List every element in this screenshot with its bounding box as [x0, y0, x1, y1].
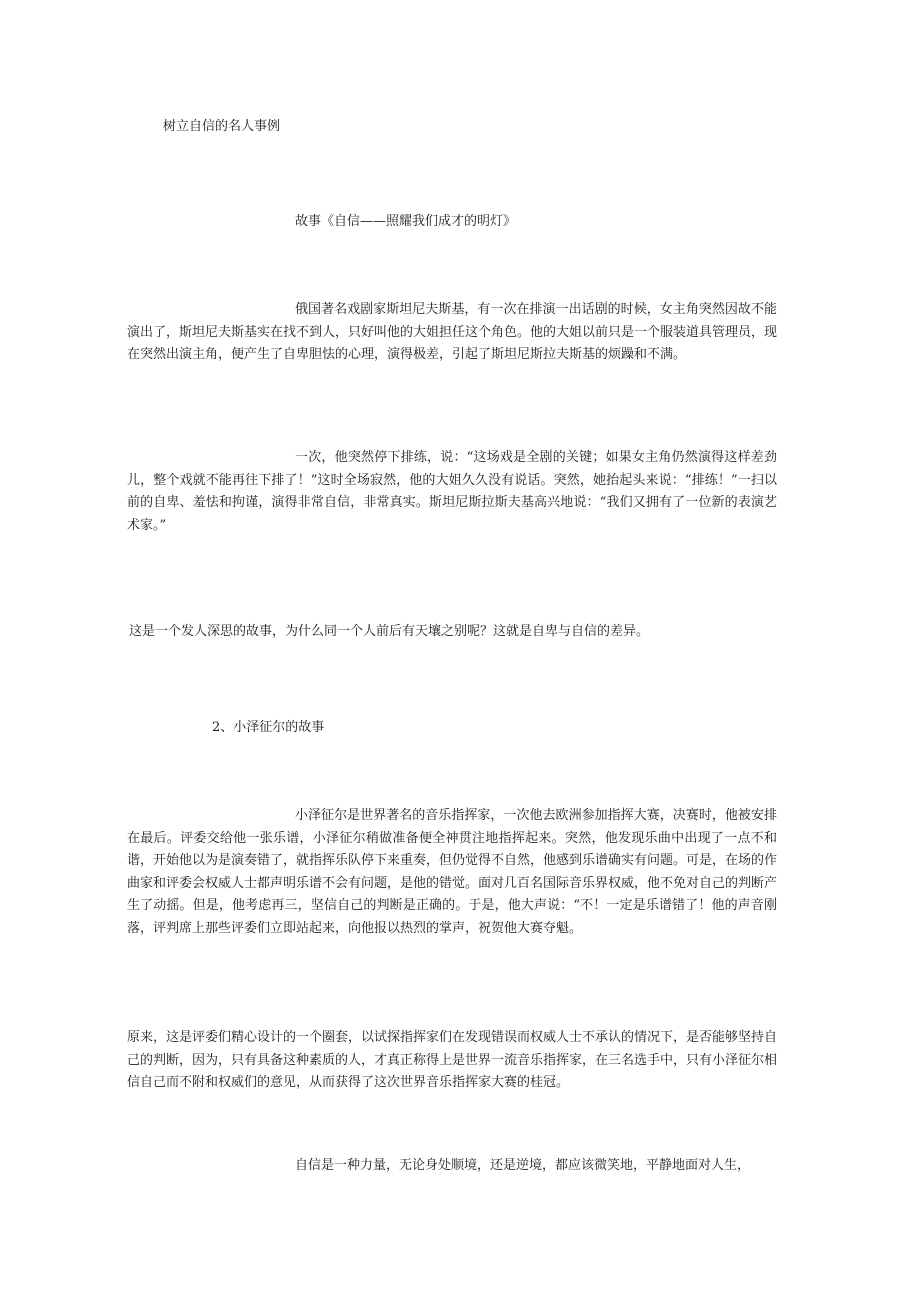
story1-paragraph-1: 俄国著名戏剧家斯坦尼夫斯基，有一次在排演一出话剧的时候，女主角突然因故不能演出了，斯坦尼夫斯基实在找不到人，只好叫他的大姐担任这个角色。他的大姐以前只是一个服装道具管理员，现在突然出演主角，便产生了自卑胆怯的心理，演得极差，引起了斯坦尼斯拉夫斯基的烦躁和不满。	[127, 302, 778, 362]
story1-heading: 故事《自信——照耀我们成才的明灯》	[295, 214, 517, 229]
story2-explanation: 原来，这是评委们精心设计的一个圈套，以试探指挥家们在发现错误而权威人士不承认的情况下，是否能够坚持自己的判断，因为，只有具备这种素质的人，才真正称得上是世界一流音乐指挥家，在三名选手中，只有小泽征尔相信自己而不附和权威们的意见，从而获得了这次世界音乐指挥家大赛的桂冠。	[127, 1030, 778, 1090]
document-title: 树立自信的名人事例	[163, 119, 281, 134]
story2-paragraph: 小泽征尔是世界著名的音乐指挥家，一次他去欧洲参加指挥大赛，决赛时，他被安排在最后。评委交给他一张乐谱，小泽征尔稍做准备便全神贯注地指挥起来。突然，他发现乐曲中出现了一点不和谐，开始他以为是演奏错了，就指挥乐队停下来重奏，但仍觉得不自然，他感到乐谱确实有问题。可是，在场的作曲家和评委会权威人士都声明乐谱不会有问题，是他的错觉。面对几百名国际音乐界权威，他不免对自己的判断产生了动摇。但是，他考虑再三，坚信自己的判断是正确的。于是，他大声说：“不！一定是乐谱错了！他的声音刚落，评判席上那些评委们立即站起来，向他报以热烈的掌声，祝贺他大赛夺魁。	[127, 808, 778, 936]
closing-line: 自信是一种力量，无论身处顺境，还是逆境，都应该微笑地，平静地面对人生，	[295, 1158, 751, 1173]
story1-conclusion: 这是一个发人深思的故事，为什么同一个人前后有天壤之别呢？这就是自卑与自信的差异。	[129, 624, 650, 639]
story1-paragraph-2: 一次，他突然停下排练，说：“这场戏是全剧的关键；如果女主角仍然演得这样差劲儿，整个戏就不能再往下排了！”这时全场寂然，他的大姐久久没有说话。突然，她抬起头来说：“排练！”一扫以前的自卑、羞怯和拘谨，演得非常自信，非常真实。斯坦尼斯拉斯夫基高兴地说：“我们又拥有了一位新的表演艺术家。”	[127, 450, 777, 533]
story2-heading: 2、小泽征尔的故事	[212, 720, 325, 735]
